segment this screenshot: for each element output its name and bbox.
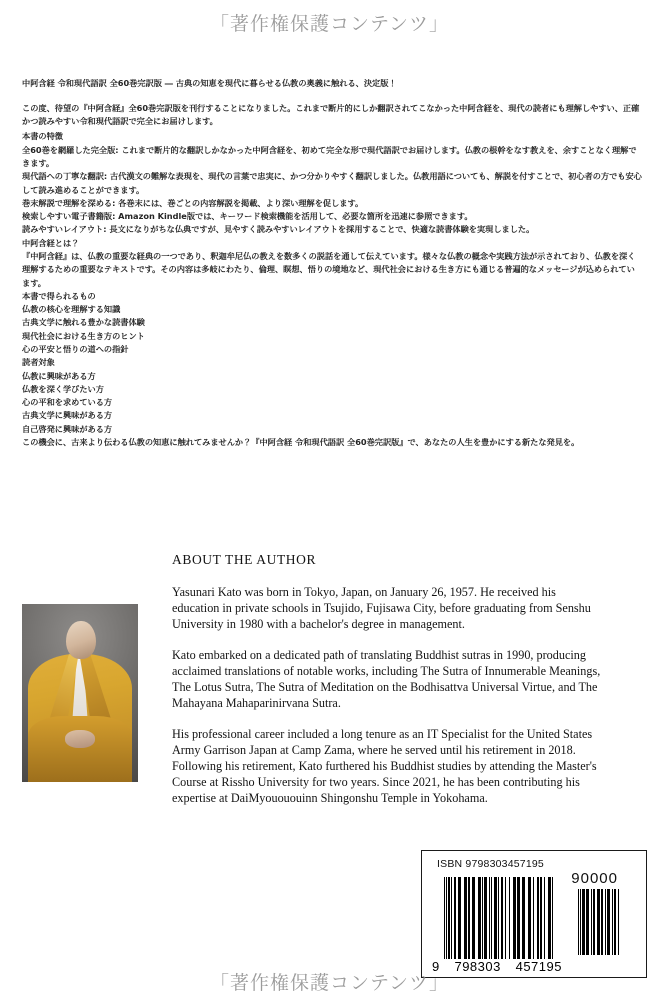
author-portrait-photo bbox=[22, 604, 138, 782]
ean-digit-group-left: 9 bbox=[432, 959, 440, 974]
ean13-barcode-bars bbox=[444, 877, 553, 959]
isbn-number-label: ISBN 9798303457195 bbox=[437, 858, 544, 870]
japanese-audience-heading: 読者対象 bbox=[22, 357, 55, 368]
about-the-author-heading: ABOUT THE AUTHOR bbox=[172, 552, 317, 567]
japanese-feature-item: 全60巻を網羅した完全版: これまで断片的な翻訳しかなかった中阿含経を、初めて完全な形で現代語訳でお届けします。仏教の根幹をなす教えを、余すことなく理解できます。 bbox=[22, 144, 637, 169]
ean5-addon-barcode-bars bbox=[578, 889, 619, 955]
portrait-hands bbox=[65, 730, 95, 748]
japanese-audience-item: 心の平和を求めている方 bbox=[22, 397, 113, 408]
japanese-benefit-item: 心の平安と悟りの道への指針 bbox=[22, 343, 129, 354]
portrait-head bbox=[66, 621, 96, 659]
japanese-feature-item: 読みやすいレイアウト: 長文になりがちな仏典ですが、見やすく読みやすいレイアウトを採用することで、快適な読書体験を実現しました。 bbox=[22, 224, 535, 235]
ean-digit-group-right: 457195 bbox=[515, 959, 562, 974]
author-bio-paragraph: Kato embarked on a dedicated path of translating Buddhist sutras in 1990, producing acclaimed translations of notable works, including The Sutra of Innumerable Meanings, The Lotus Sutra, The Sutra of Meditation on the Bodhisattva Universal Virtue, and The Mahayana Mahaparinirvana Sutra. bbox=[172, 647, 601, 711]
japanese-benefits-heading: 本書で得られるもの bbox=[22, 290, 96, 301]
japanese-audience-item: 仏教を深く学びたい方 bbox=[22, 383, 104, 394]
japanese-benefit-item: 現代社会における生き方のヒント bbox=[22, 330, 145, 341]
isbn-barcode-block bbox=[421, 850, 647, 978]
portrait-sleeves bbox=[28, 716, 132, 782]
japanese-feature-item: 巻末解説で理解を深める: 各巻末には、巻ごとの内容解説を掲載、より深い理解を促します。 bbox=[22, 197, 364, 208]
japanese-benefit-item: 古典文学に触れる豊かな読書体験 bbox=[22, 317, 145, 328]
ean-digit-group-mid: 798303 bbox=[454, 959, 501, 974]
japanese-intro-paragraph: この度、待望の『中阿含経』全60巻完訳版を刊行することになりました。これまで断片的にしか翻訳されてこなかった中阿含経を、現代の読者にも理解しやすい、正確かつ読みやすい令和現代語訳で完全にお届けします。 bbox=[22, 102, 640, 127]
japanese-closing-paragraph: この機会に、古来より伝わる仏教の知恵に触れてみませんか？『中阿含経 令和現代語訳 全60巻完訳版』で、あなたの人生を豊かにする新たな発見を。 bbox=[22, 436, 580, 447]
price-code-label: 90000 bbox=[571, 870, 618, 887]
japanese-about-sutra-text: 『中阿含経』は、仏教の重要な経典の一つであり、釈迦牟尼仏の教えを数多くの説話を通して伝えています。様々な仏教の概念や実践方法が示されており、仏教を深く理解するための重要なテキストです。その内容は多岐にわたり、倫理、瞑想、悟りの境地など、現代社会における生き方にも通じる普遍的なメッセージが込められています。 bbox=[22, 250, 636, 288]
copyright-watermark-top: 「著作権保護コンテンツ」 bbox=[209, 13, 450, 35]
japanese-audience-item: 古典文学に興味がある方 bbox=[22, 410, 113, 421]
author-bio-paragraph: His professional career included a long tenure as an IT Specialist for the United States Army Garrison Japan at Camp Zama, where he served until his retirement in 2018. Following his retirement, Kato furthered his Buddhist studies by attending the Master's Course at Rissho University for two years. Since 2021, he has been contributing his expertise at DaiMyouououinn Shingonshu Temple in Yokohama. bbox=[172, 726, 597, 806]
japanese-headline: 中阿含経 令和現代語訳 全60巻完訳版 ― 古典の知恵を現代に暮らせる仏教の奥義に触れる、決定版！ bbox=[22, 78, 397, 88]
japanese-audience-item: 仏教に興味がある方 bbox=[22, 370, 96, 381]
japanese-benefit-item: 仏教の核心を理解する知識 bbox=[22, 304, 121, 315]
japanese-about-sutra-heading: 中阿含経とは？ bbox=[22, 237, 80, 248]
copyright-watermark-bottom: 「著作権保護コンテンツ」 bbox=[209, 972, 450, 994]
japanese-features-heading: 本書の特徴 bbox=[22, 131, 63, 142]
author-bio-paragraph: Yasunari Kato was born in Tokyo, Japan, on January 26, 1957. He received his education in private schools in Tsujido, Fujisawa City, before graduating from Senshu University in 1980 with a bachelor's degree in management. bbox=[172, 585, 591, 632]
japanese-feature-item: 検索しやすい電子書籍版: Amazon Kindle版では、キーワード検索機能を活用して、必要な箇所を迅速に参照できます。 bbox=[22, 211, 473, 222]
about-the-author-section bbox=[172, 552, 602, 807]
japanese-description-block bbox=[22, 78, 642, 449]
japanese-audience-item: 自己啓発に興味がある方 bbox=[22, 423, 113, 434]
japanese-feature-item: 現代語への丁寧な翻訳: 古代漢文の難解な表現を、現代の言葉で忠実に、かつ分かりやすく翻訳しました。仏教用語についても、解説を付すことで、初心者の方でも安心して読み進めることができます。 bbox=[22, 171, 642, 195]
